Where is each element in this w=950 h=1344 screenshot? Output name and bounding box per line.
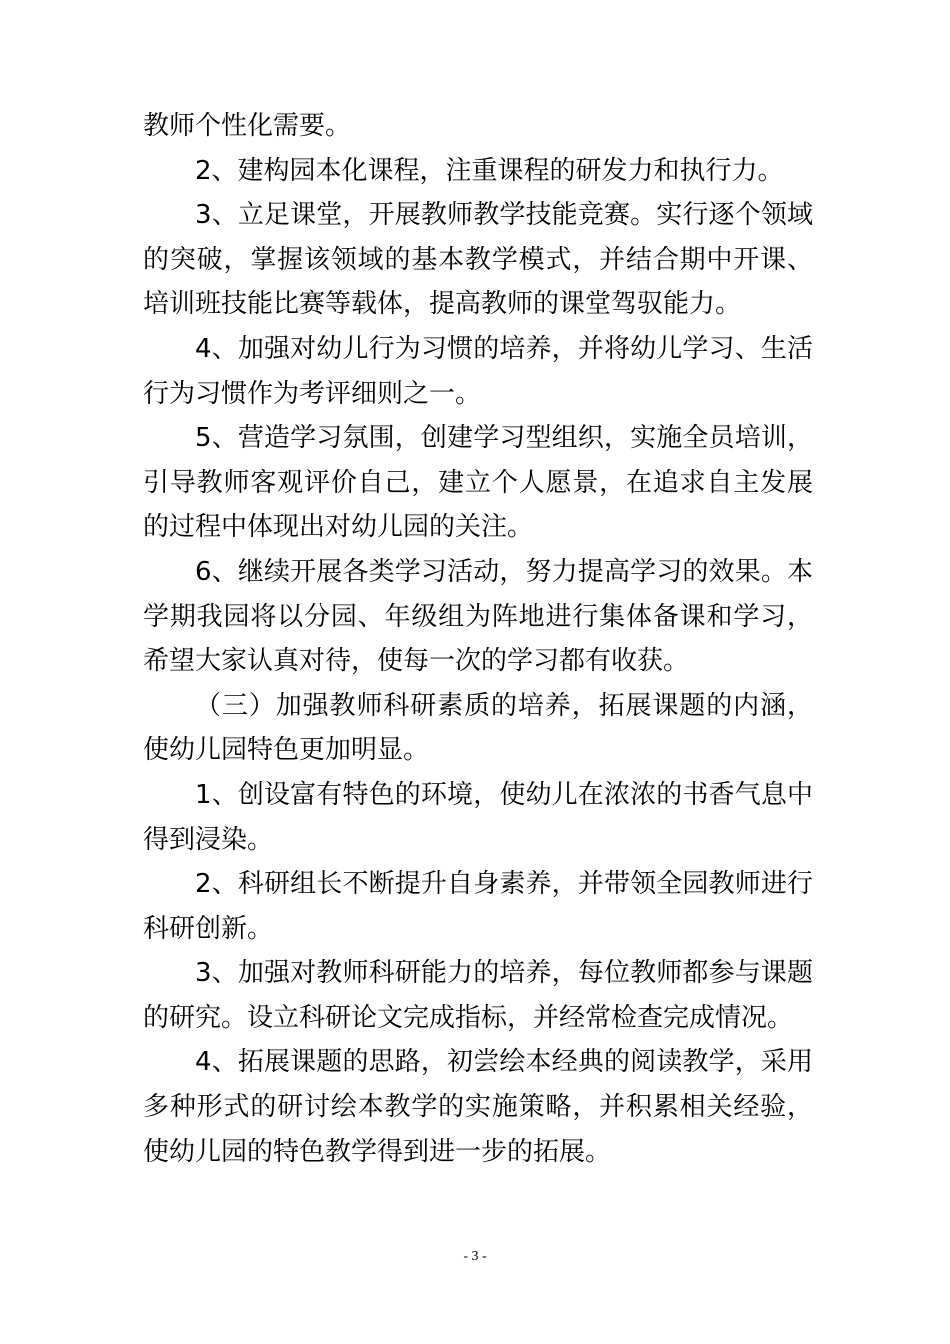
page-number: - 3 - [463,1249,487,1264]
paragraph-item-4-habits: 4、加强对幼儿行为习惯的培养，并将幼儿学习、生活行为习惯作为考评细则之一。 [143,333,813,409]
paragraph-item-6-learning-activities: 6、继续开展各类学习活动，努力提高学习的效果。本学期我园将以分园、年级组为阵地进行集体备课和学习，希望大家认真对待，使每一次的学习都有收获。 [143,556,813,677]
paragraph-continuation: 教师个性化需要。 [143,111,352,141]
document-body [143,104,813,1174]
section-heading-3: （三）加强教师科研素质的培养，拓展课题的内涵，使幼儿园特色更加明显。 [143,690,813,766]
paragraph-item-5-learning-atmosphere: 5、营造学习氛围，创建学习型组织，实施全员培训，引导教师客观评价自己，建立个人愿景，在追求自主发展的过程中体现出对幼儿园的关注。 [143,423,813,543]
paragraph-item-3-research-ability: 3、加强对教师科研能力的培养，每位教师都参与课题的研究。设立科研论文完成指标，并经常检查完成情况。 [143,958,813,1033]
paragraph-item-2-curriculum: 2、建构园本化课程，注重课程的研发力和执行力。 [195,155,784,186]
paragraph-item-1-environment: 1、创设富有特色的环境，使幼儿在浓浓的书香气息中得到浸染。 [143,779,813,855]
paragraph-item-4-picture-books: 4、拓展课题的思路，初尝绘本经典的阅读教学，采用多种形式的研讨绘本教学的实施策略，并积累相关经验，使幼儿园的特色教学得到进一步的拓展。 [143,1047,813,1167]
paragraph-item-3-classroom: 3、立足课堂，开展教师教学技能竞赛。实行逐个领域的突破，掌握该领域的基本教学模式，并结合期中开课、培训班技能比赛等载体，提高教师的课堂驾驭能力。 [143,200,813,320]
paragraph-item-2-research-leader: 2、科研组长不断提升自身素养，并带领全园教师进行科研创新。 [143,869,813,944]
